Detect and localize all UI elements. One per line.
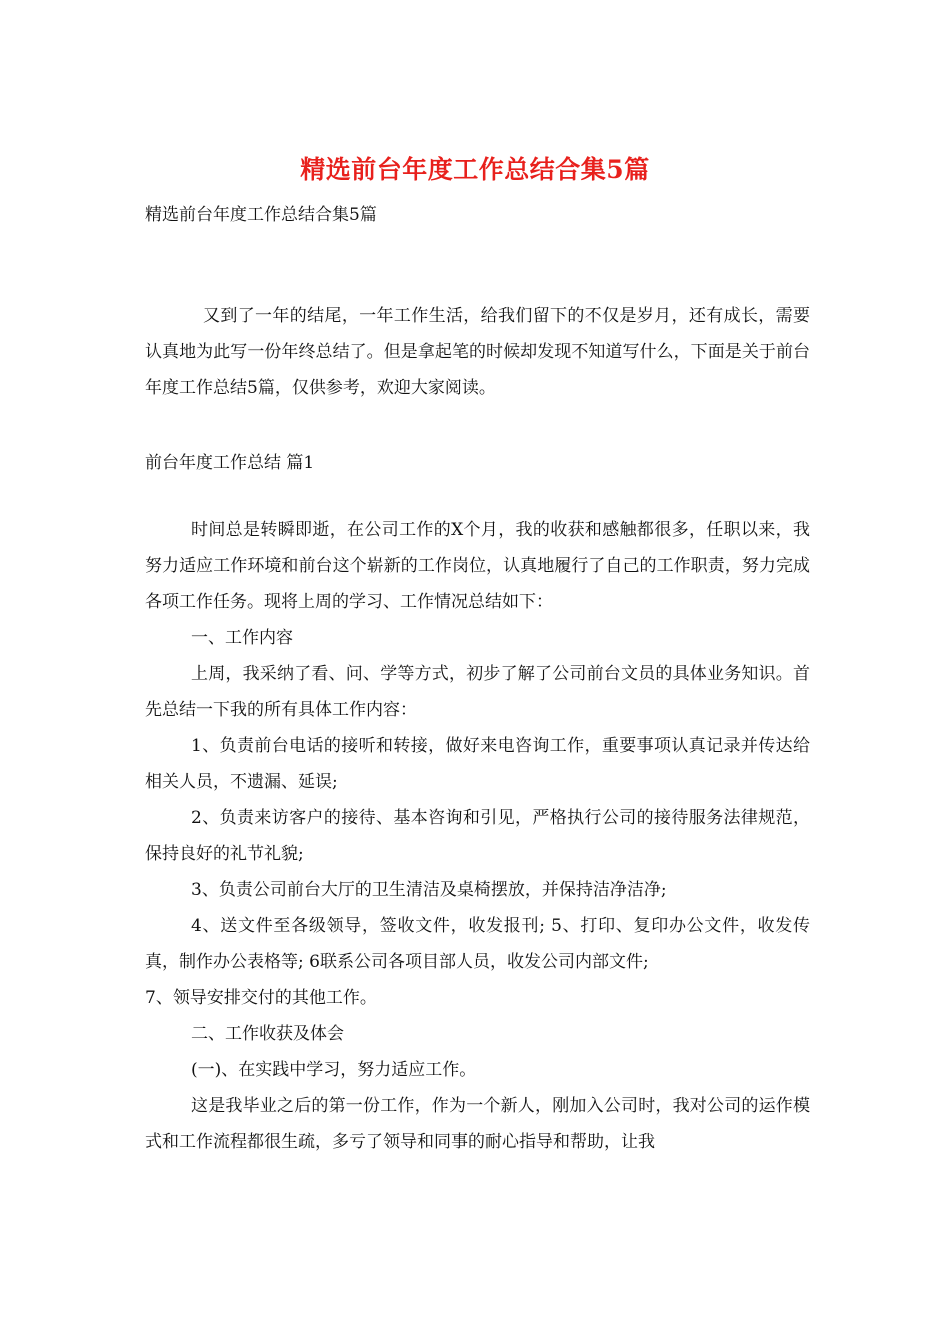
document-title: 精选前台年度工作总结合集5篇	[300, 155, 650, 184]
paragraph: 1、负责前台电话的接听和转接，做好来电咨询工作，重要事项认真记录并传达给相关人员，不遗漏、延误;	[145, 736, 810, 792]
paragraph: 4、送文件至各级领导，签收文件，收发报刊; 5、打印、复印办公文件，收发传真，制作办公表格等; 6联系公司各项目部人员，收发公司内部文件;	[145, 916, 810, 972]
section-heading: 前台年度工作总结 篇1	[145, 453, 315, 473]
paragraph: 这是我毕业之后的第一份工作，作为一个新人，刚加入公司时，我对公司的运作模式和工作流程都很生疏，多亏了领导和同事的耐心指导和帮助，让我	[145, 1096, 810, 1152]
paragraph: 7、领导安排交付的其他工作。	[145, 988, 377, 1008]
paragraph: 一、工作内容	[191, 628, 293, 648]
paragraph: 二、工作收获及体会	[191, 1024, 344, 1044]
paragraph: 2、负责来访客户的接待、基本咨询和引见，严格执行公司的接待服务法律规范，保持良好的礼节礼貌;	[145, 808, 810, 864]
document-subtitle: 精选前台年度工作总结合集5篇	[145, 205, 377, 225]
paragraph: 时间总是转瞬即逝，在公司工作的X个月，我的收获和感触都很多，任职以来，我努力适应工作环境和前台这个崭新的工作岗位，认真地履行了自己的工作职责，努力完成各项工作任务。现将上周的学习、工作情况总结如下：	[145, 520, 810, 612]
paragraph: 3、负责公司前台大厅的卫生清洁及桌椅摆放，并保持洁净洁净;	[191, 880, 667, 900]
intro-paragraph: 又到了一年的结尾，一年工作生活，给我们留下的不仅是岁月，还有成长，需要认真地为此写一份年终总结了。但是拿起笔的时候却发现不知道写什么，下面是关于前台年度工作总结5篇，仅供参考，欢迎大家阅读。	[145, 306, 810, 398]
paragraph: (一)、在实践中学习，努力适应工作。	[191, 1060, 477, 1080]
intro-block	[145, 298, 810, 406]
paragraph: 上周，我采纳了看、问、学等方式，初步了解了公司前台文员的具体业务知识。首先总结一下我的所有具体工作内容：	[145, 664, 810, 720]
section-body	[145, 512, 810, 1160]
